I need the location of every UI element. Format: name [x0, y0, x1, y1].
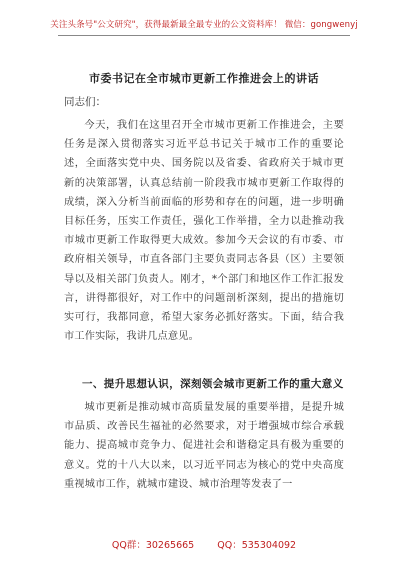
- footer-contacts: [0, 537, 408, 551]
- header-promo-note: 关注头条号"公文研究"，获得最新最全最专业的公文资料库！ 微信：gongwenyj: [50, 20, 358, 30]
- footer-qq-group: QQ群：30265665: [111, 540, 195, 551]
- footer-qq: QQ：535304092: [217, 540, 297, 551]
- section-1-paragraph-block: [64, 398, 344, 494]
- document-title: 市委书记在全市城市更新工作推进会上的讲话: [89, 72, 319, 85]
- section-1-heading: 一、提升思想认识，深刻领会城市更新工作的重大意义: [82, 378, 344, 390]
- header-divider: [58, 35, 350, 36]
- intro-paragraph: 今天，我们在这里召开全市城市更新工作推进会，主要任务是深入贯彻落实习近平总书记关于城市工作的重要论述，全面落实党中央、国务院以及省委、省政府关于城市更新的决策部署，认真总结前一阶段我市城市更新工作取得的成绩，深入分析当前面临的形势和存在的问题，进一步明确目标任务，压实工作责任，强化工作举措，全力以赴推动我市城市更新工作取得更大成效。参加今天会议的有市委、市政府相关领导，市直各部门主要负责同志各县（区）主要领导以及相关部门负责人。刚才，*个部门和地区作工作汇报发言，讲得都很好，对工作中的问题剖析深刻，提出的措施切实可行，我都同意，希望大家务必抓好落实。下面，结合我市工作实际，我讲几点意见。: [64, 120, 344, 343]
- section-1-paragraph: 城市更新是推动城市高质量发展的重要举措，是提升城市品质、改善民生福祉的必然要求，对于增强城市综合承载能力、提高城市竞争力、促进社会和谐稳定具有极为重要的意义。党的十八大以来，以习近平同志为核心的党中央高度重视城市工作，就城市建设、城市治理等发表了一: [64, 402, 344, 490]
- intro-paragraph-block: [64, 116, 344, 346]
- salutation: 同志们：: [64, 96, 106, 108]
